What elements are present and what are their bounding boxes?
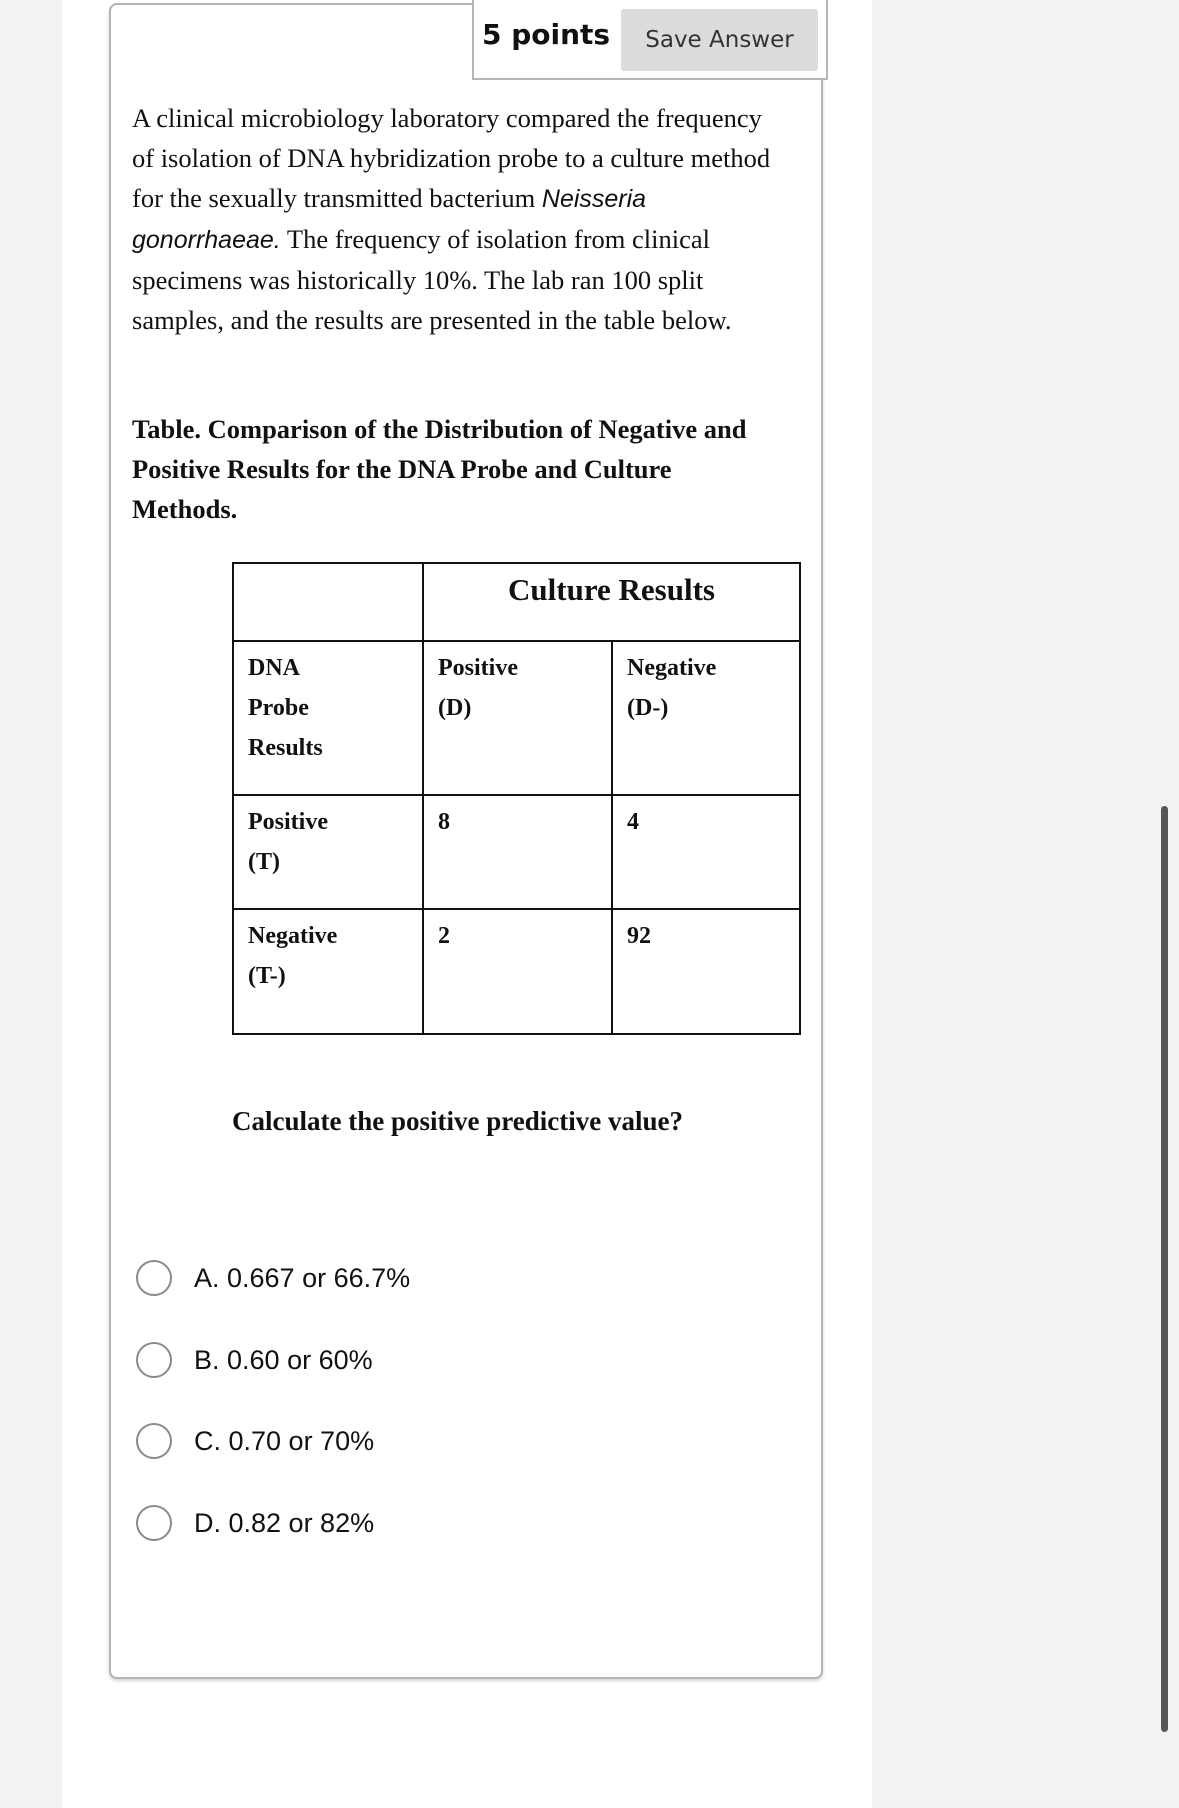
row-label-negative: [233, 909, 423, 1034]
radio-button[interactable]: [136, 1260, 172, 1296]
table-caption: Table. Comparison of the Distribution of Negative and Positive Results for the DNA Probe and Culture Methods.: [132, 414, 747, 524]
row-label-line: (T): [248, 849, 280, 875]
table-cell: 4: [612, 795, 800, 909]
question-prompt: Calculate the positive predictive value?: [232, 1106, 683, 1136]
save-answer-button[interactable]: Save Answer: [621, 9, 818, 71]
scrollbar[interactable]: [1161, 806, 1168, 1732]
results-table: [232, 562, 801, 1035]
answer-option-d[interactable]: [136, 1501, 374, 1545]
option-label: D. 0.82 or 82%: [194, 1507, 375, 1538]
radio-button[interactable]: [136, 1342, 172, 1378]
row-header-line: DNA: [248, 655, 300, 681]
points-label: 5 points: [482, 18, 611, 51]
paragraph-text-continued: The frequency of isolation from clinical specimens was historically 10%. The lab ran 100 split samples, and the results are presented in the table below.: [132, 224, 732, 335]
radio-button[interactable]: [136, 1423, 172, 1459]
paragraph-text: A clinical microbiology laboratory compared the frequency of isolation of DNA hybridization probe to a culture method for the sexually transmitted bacterium: [132, 103, 771, 213]
row-label-line: Positive: [248, 809, 328, 835]
col-positive-header: [423, 641, 612, 795]
table-cell: 92: [612, 909, 800, 1034]
col-header-line: (D): [438, 695, 472, 721]
radio-button[interactable]: [136, 1505, 172, 1541]
option-label: B. 0.60 or 60%: [194, 1344, 373, 1375]
option-label: A. 0.667 or 66.7%: [194, 1262, 411, 1293]
col-negative-header: [612, 641, 800, 795]
row-header-line: Probe: [248, 695, 309, 721]
row-header-label: [233, 641, 423, 795]
answer-option-a[interactable]: [136, 1256, 410, 1300]
row-header-line: Results: [248, 735, 323, 761]
species-name: Neisseria gonorrhaeae.: [132, 185, 647, 254]
col-header-line: Positive: [438, 655, 518, 681]
col-header-line: Negative: [627, 655, 717, 681]
answer-option-c[interactable]: [136, 1419, 374, 1463]
row-label-line: Negative: [248, 923, 338, 949]
row-label-positive: [233, 795, 423, 909]
table-cell: 8: [423, 795, 612, 909]
table-corner-cell: [233, 563, 423, 641]
answer-option-b[interactable]: [136, 1338, 373, 1382]
option-label: C. 0.70 or 70%: [194, 1425, 375, 1456]
row-label-line: (T-): [248, 963, 286, 989]
culture-results-header: Culture Results: [423, 563, 800, 641]
col-header-line: (D-): [627, 695, 669, 721]
table-cell: 2: [423, 909, 612, 1034]
question-paragraph: [132, 98, 772, 340]
